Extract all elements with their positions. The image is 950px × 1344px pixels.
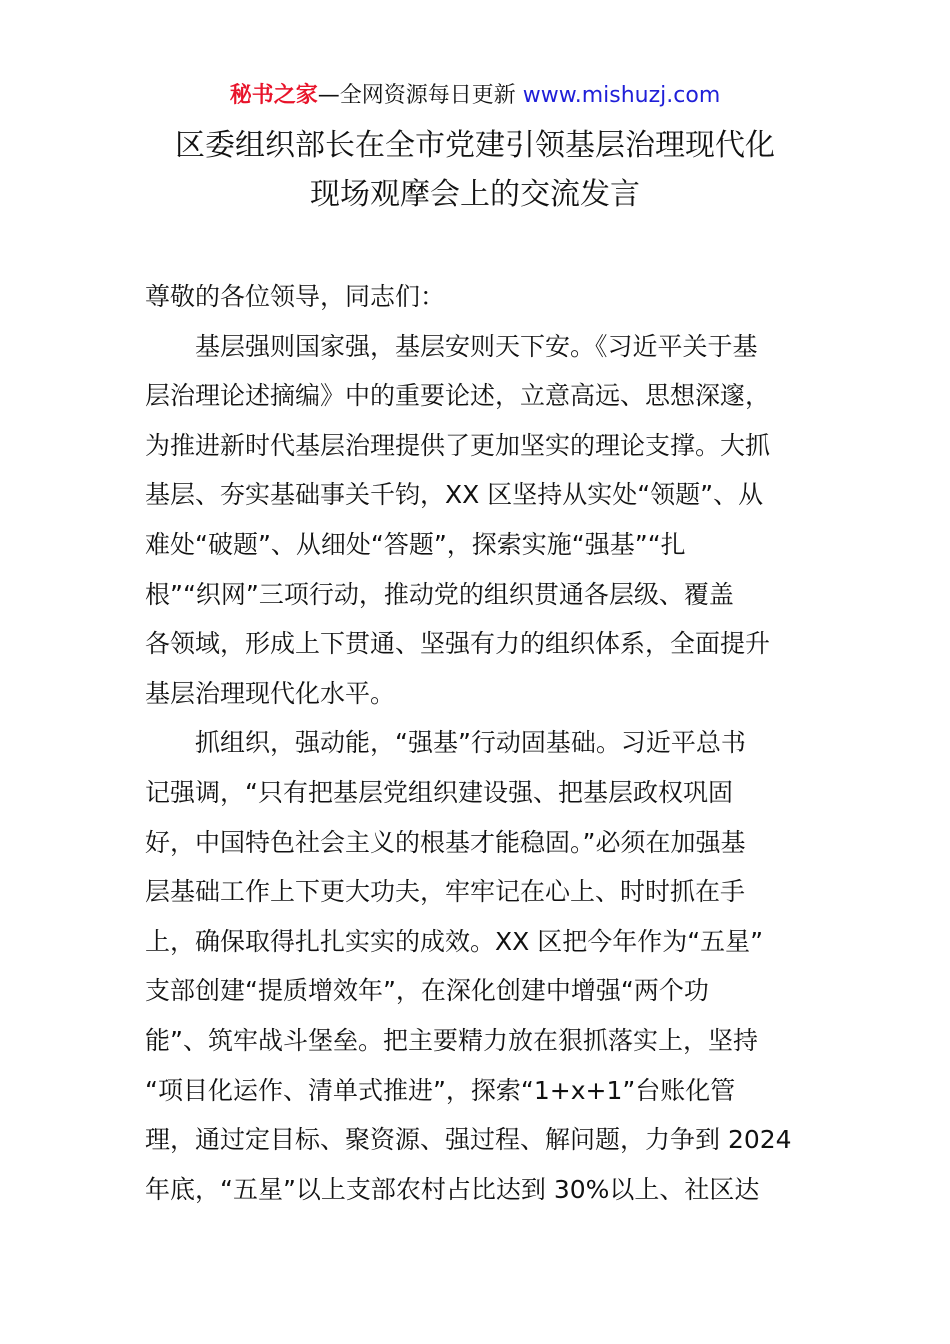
paragraph-line: 层基础工作上下更大功夫，牢牢记在心上、时时抓在手 [145,877,746,907]
paragraph-1 [145,327,810,724]
paragraph-line: 上，确保取得扎扎实实的成效。XX 区把今年作为“五星” [145,926,764,956]
paragraph-line: 基层、夯实基础事关千钧，XX 区坚持从实处“领题”、从 [145,480,764,510]
paragraph-line: 理，通过定目标、聚资源、强过程、解问题，力争到 2024 [145,1125,792,1155]
paragraph-line: 能”、筑牢战斗堡垒。把主要精力放在狠抓落实上，坚持 [145,1025,758,1055]
paragraph-line: 基层治理现代化水平。 [145,678,396,708]
paragraph-line: 好，中国特色社会主义的根基才能稳固。”必须在加强基 [145,827,746,857]
banner-brand: 秘书之家 [229,83,318,108]
paragraph-line: 根”“织网”三项行动，推动党的组织贯通各层级、覆盖 [145,579,734,609]
paragraph-line: 年底，“五星”以上支部农村占比达到 30%以上、社区达 [145,1174,760,1204]
salutation: 尊敬的各位领导，同志们： [145,282,446,311]
paragraph-line: 支部创建“提质增效年”，在深化创建中增强“两个功 [145,976,709,1006]
paragraph-line: 基层强则国家强，基层安则天下安。《习近平关于基 [195,331,758,361]
banner-tagline: —全网资源每日更新 [317,83,523,108]
document-body [145,277,810,1219]
document-title-line-1: 区委组织部长在全市党建引领基层治理现代化 [175,128,775,163]
site-banner [0,80,950,112]
paragraph-line: “项目化运作、清单式推进”，探索“1+x+1”台账化管 [145,1075,736,1105]
paragraph-line: 为推进新时代基层治理提供了更加坚实的理论支撑。大抓 [145,430,771,460]
paragraph-line: 抓组织，强动能，“强基”行动固基础。习近平总书 [195,728,746,758]
paragraph-line: 各领域，形成上下贯通、坚强有力的组织体系，全面提升 [145,629,771,659]
document-title-line-2: 现场观摩会上的交流发言 [310,177,640,212]
paragraph-line: 难处“破题”、从细处“答题”，探索实施“强基”“扎 [145,529,686,559]
banner-url-link[interactable]: www.mishuzj.com [522,83,721,108]
paragraph-2 [145,723,810,1219]
paragraph-line: 层治理论述摘编》中的重要论述，立意高远、思想深邃， [145,381,771,411]
paragraph-line: 记强调，“只有把基层党组织建设强、把基层政权巩固 [145,777,733,807]
